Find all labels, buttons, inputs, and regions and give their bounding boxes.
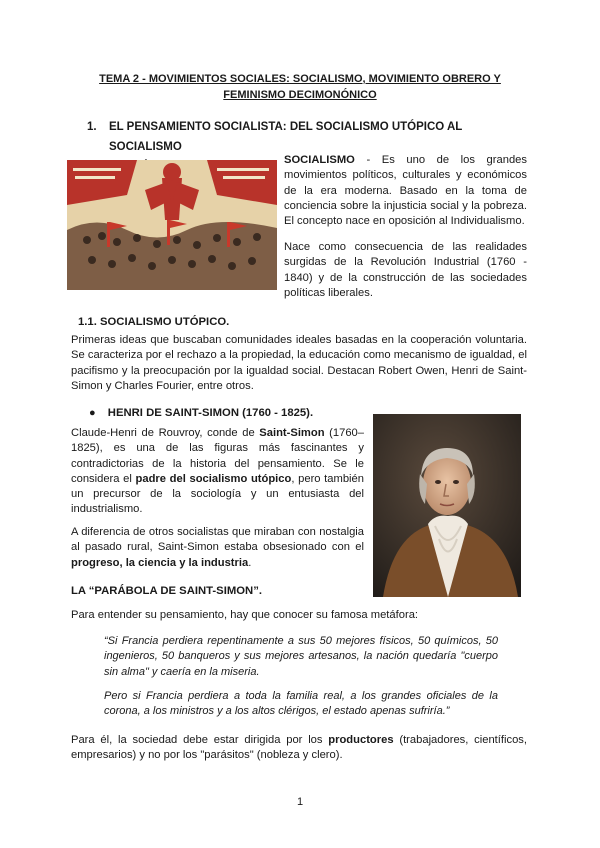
page-number: 1 <box>296 796 304 808</box>
parabola-intro: Para entender su pensamiento, hay que conocer su famosa metáfora: <box>71 609 419 621</box>
socialismo-definition <box>284 153 527 229</box>
socialismo-origin: Nace como consecuencia de las realidades surgidas de la Revolución Industrial (1760 - 1840) y de la construcción de las sociedades políticas liberales. <box>284 241 527 299</box>
parabola-conclusion <box>71 733 527 764</box>
socialismo-definition-text: - Es uno de los grandes movimientos políticos, culturales y económicos de la era moderna. Basado en la toma de conciencia sobre la injusticia social y la pobreza. El concepto nace en oposición al Individualismo. <box>284 154 527 228</box>
section-1-1-heading: 1.1. SOCIALISMO UTÓPICO. <box>78 316 230 328</box>
title-line-1: TEMA 2 - MOVIMIENTOS SOCIALES: SOCIALISMO, MOVIMIENTO OBRERO Y <box>99 73 501 85</box>
parabola-quote-2: Pero si Francia perdiera a toda la familia real, a los grandes oficiales de la corona, a los ministros y a los altos clérigos, el estado apenas sufriría.” <box>104 690 498 718</box>
henri-bio-text-a: Claude-Henri de Rouvroy, conde de <box>71 427 260 439</box>
henri-bio-text-c: (1760–1825), es una de las figuras más fascinantes y contradictorias de la historia del pensamiento. Se le considera el <box>71 427 364 485</box>
socialist-poster-image <box>67 160 277 290</box>
socialismo-term: SOCIALISMO <box>284 154 355 166</box>
henri-progress-bold: progreso, la ciencia y la industria <box>71 556 249 569</box>
henri-bio-text-e: , pero también un precursor de la sociología y un entusiasta del industrialismo. <box>71 472 364 516</box>
henri-progress-text-a: A diferencia de otros socialistas que miraban con nostalgia al pasado rural, Saint-Simon estaba obsesionado con el <box>71 526 364 554</box>
saint-simon-portrait-image <box>373 414 521 597</box>
henri-bio <box>71 426 364 518</box>
parabola-conclusion-text-c: (trabajadores, científicos, empresarios) y no por los "parásitos" (nobleza y clero). <box>71 734 528 762</box>
henri-progress-text-c: . <box>248 556 252 569</box>
parabola-quote-1: “Si Francia perdiera repentinamente a sus 50 mejores físicos, 50 químicos, 50 ingenieros, 50 banqueros y sus mejores artesanos, la nación quedaría "cuerpo sin alma" y caería en la miseria. <box>104 635 498 678</box>
title-line-2: FEMINISMO DECIMONÓNICO <box>223 89 377 101</box>
henri-progress <box>71 525 364 571</box>
henri-bio-bold-padre: padre del socialismo utópico <box>135 472 292 485</box>
henri-bio-bold-saint-simon: Saint-Simon <box>259 427 325 439</box>
document-title <box>72 71 528 103</box>
socialismo-utopico-text: Primeras ideas que buscaban comunidades ideales basadas en la cooperación voluntaria. Se caracteriza por el rechazo a la propiedad, la educación como mecanismo de igualdad, el pacifismo y la preocupación por la igualdad social. Destacan Robert Owen, Henri de Saint-Simon y Charles Fourier, entre otros. <box>71 334 527 392</box>
section-1-number: 1. <box>87 121 97 133</box>
parabola-heading: LA “PARÁBOLA DE SAINT-SIMON”. <box>71 585 262 597</box>
section-1-line-1: EL PENSAMIENTO SOCIALISTA: DEL SOCIALISMO UTÓPICO AL SOCIALISMO <box>109 121 463 153</box>
parabola-conclusion-bold: productores <box>328 734 394 746</box>
bullet-icon: ● <box>89 407 96 419</box>
henri-heading <box>89 407 313 419</box>
henri-heading-text: HENRI DE SAINT-SIMON (1760 - 1825). <box>107 407 314 419</box>
parabola-conclusion-text-a: Para él, la sociedad debe estar dirigida por los <box>71 734 329 746</box>
